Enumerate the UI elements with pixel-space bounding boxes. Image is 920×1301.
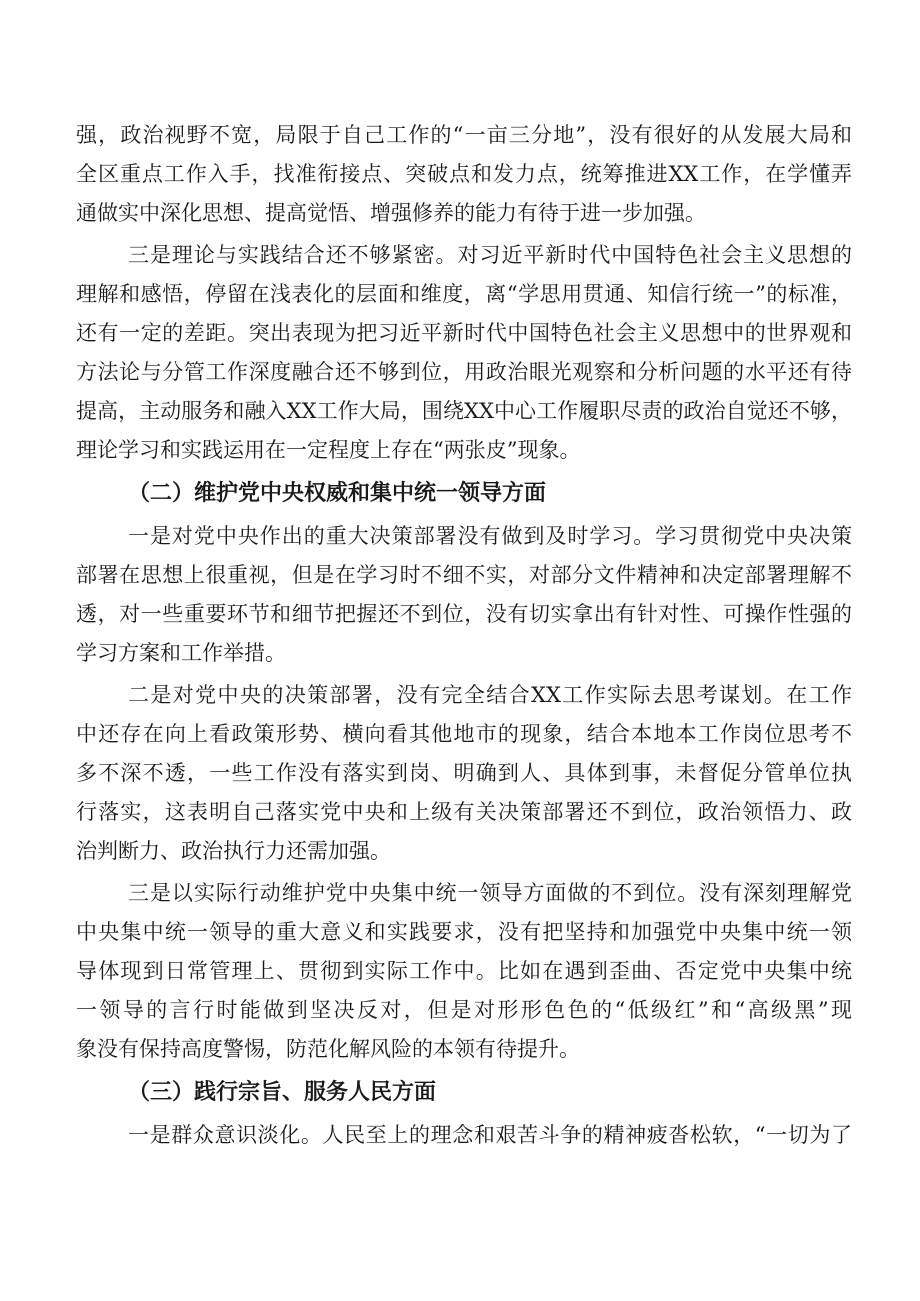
document-page: [76, 116, 852, 1158]
paragraph: [76, 1116, 852, 1155]
text-line: 行落实，这表明自己落实党中央和上级有关决策部署还不到位，政治领悟力、政: [76, 800, 852, 824]
text-line: 三是理论与实践结合还不够紧密。对习近平新时代中国特色社会主义思想的: [128, 243, 852, 267]
text-line: 通做实中深化思想、提高觉悟、增强修养的能力有待于进一步加强。: [76, 201, 706, 225]
text-line: 中还存在向上看政策形势、横向看其他地市的现象，结合本地本工作岗位思考不: [76, 722, 852, 746]
text-line: 一是对党中央作出的重大决策部署没有做到及时学习。学习贯彻党中央决策: [128, 524, 852, 548]
text-line: 象没有保持高度警惕，防范化解风险的本领有待提升。: [76, 1037, 580, 1061]
text-line: 二是对党中央的决策部署，没有完全结合XX工作实际去思考谋划。在工作: [128, 683, 852, 707]
text-line: 中央集中统一领导的重大意义和实践要求，没有把坚持和加强党中央集中统一领: [76, 920, 852, 944]
text-line: 强，政治视野不宽，局限于自己工作的“一亩三分地”，没有很好的从发展大局和: [76, 123, 852, 147]
section-heading: （二）维护党中央权威和集中统一领导方面: [128, 481, 547, 506]
paragraph: [76, 874, 852, 1069]
text-line: 治判断力、政治执行力还需加强。: [76, 839, 391, 863]
text-line: 导体现到日常管理上、贯彻到实际工作中。比如在遇到歪曲、否定党中央集中统: [76, 959, 852, 983]
text-line: 理论学习和实践运用在一定程度上存在“两张皮”现象。: [76, 438, 581, 462]
text-line: 部署在思想上很重视，但是在学习时不细不实，对部分文件精神和决定部署理解不: [76, 563, 852, 587]
paragraph: [76, 676, 852, 871]
text-line: 学习方案和工作举措。: [76, 641, 286, 665]
text-line: 方法论与分管工作深度融合还不够到位，用政治眼光观察和分析问题的水平还有待: [76, 360, 852, 384]
text-line: 理解和感悟，停留在浅表化的层面和维度，离“学思用贯通、知信行统一”的标准，: [76, 282, 852, 306]
text-line: 三是以实际行动维护党中央集中统一领导方面做的不到位。没有深刻理解党: [128, 881, 852, 905]
text-line: 一是群众意识淡化。人民至上的理念和艰苦斗争的精神疲沓松软，“一切为了: [128, 1123, 852, 1147]
text-line: 提高，主动服务和融入XX工作大局，围绕XX中心工作履职尽责的政治自觉还不够，: [76, 399, 852, 423]
section-heading: （三）践行宗旨、服务人民方面: [128, 1080, 437, 1105]
text-line: 透，对一些重要环节和细节把握还不到位，没有切实拿出有针对性、可操作性强的: [76, 602, 852, 626]
paragraph: [76, 236, 852, 470]
paragraph: [76, 116, 852, 233]
text-line: 多不深不透，一些工作没有落实到岗、明确到人、具体到事，未督促分管单位执: [76, 761, 852, 785]
text-line: 一领导的言行时能做到坚决反对，但是对形形色色的“低级红”和“高级黑”现: [76, 998, 852, 1022]
paragraph: [76, 517, 852, 673]
text-line: 全区重点工作入手，找准衔接点、突破点和发力点，统筹推进XX工作，在学懂弄: [76, 162, 852, 186]
text-line: 还有一定的差距。突出表现为把习近平新时代中国特色社会主义思想中的世界观和: [76, 321, 852, 345]
